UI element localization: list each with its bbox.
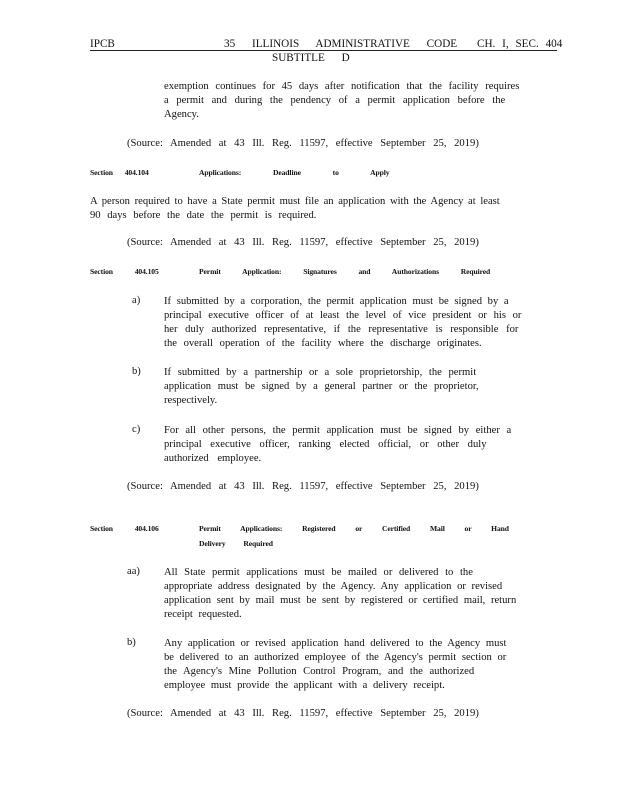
intro-line: Agency. — [164, 109, 199, 120]
item-line: respectively. — [164, 395, 218, 406]
section-number: Section 404.106 — [90, 524, 159, 533]
item-line: All State permit applications must be mailed or delivered to the — [164, 567, 473, 578]
item-line: principal executive officer, ranking elected official, or other duly — [164, 439, 487, 450]
section-number: Section 404.104 — [90, 168, 149, 177]
item-label: a) — [132, 295, 141, 306]
intro-line: a permit and during the pendency of a permit application before the — [164, 95, 506, 106]
header-agency: IPCB — [90, 38, 115, 50]
header-chapter-section: CH. I, SEC. 404 — [477, 38, 563, 50]
header-subtitle: SUBTITLE D — [272, 52, 350, 64]
item-line: the overall operation of the facility where the discharge originates. — [164, 338, 482, 349]
item-label: b) — [132, 366, 141, 377]
item-line: her duly authorized representative, if the representative is responsible for — [164, 324, 519, 335]
intro-line: exemption continues for 45 days after notification that the facility requires — [164, 81, 520, 92]
section-title: Permit Application: Signatures and Authorizations Required — [199, 267, 491, 276]
body-line: A person required to have a State permit must file an application with the Agency at least — [90, 196, 500, 207]
section-title: Applications: Deadline to Apply — [199, 168, 390, 177]
item-line: Any application or revised application hand delivered to the Agency must — [164, 638, 507, 649]
body-line: 90 days before the date the permit is required. — [90, 210, 317, 221]
item-line: be delivered to an authorized employee of the Agency's permit section or — [164, 652, 507, 663]
item-line: application must be signed by a general partner or the proprietor, — [164, 381, 479, 392]
section-title: Permit Applications: Registered or Certified Mail or Hand — [199, 524, 509, 533]
item-label: b) — [127, 637, 136, 648]
section-title-continued: Delivery Required — [199, 539, 273, 548]
item-line: receipt requested. — [164, 609, 242, 620]
header-title: 35 ILLINOIS ADMINISTRATIVE CODE — [224, 38, 458, 50]
header-rule — [90, 50, 557, 51]
item-label: aa) — [127, 566, 140, 577]
item-line: If submitted by a corporation, the permit application must be signed by a — [164, 296, 509, 307]
item-line: authorized employee. — [164, 453, 262, 464]
item-line: application sent by mail must be sent by registered or certified mail, return — [164, 595, 517, 606]
section-number: Section 404.105 — [90, 267, 159, 276]
item-line: principal executive officer of at least the level of vice president or his or — [164, 310, 522, 321]
item-line: employee must provide the applicant with a delivery receipt. — [164, 680, 445, 691]
item-line: appropriate address designated by the Agency. Any application or revised — [164, 581, 503, 592]
source-note: (Source: Amended at 43 Ill. Reg. 11597, effective September 25, 2019) — [127, 138, 479, 149]
source-note: (Source: Amended at 43 Ill. Reg. 11597, effective September 25, 2019) — [127, 237, 479, 248]
item-line: the Agency's Mine Pollution Control Program, and the authorized — [164, 666, 475, 677]
item-line: If submitted by a partnership or a sole proprietorship, the permit — [164, 367, 477, 378]
source-note: (Source: Amended at 43 Ill. Reg. 11597, effective September 25, 2019) — [127, 708, 479, 719]
item-line: For all other persons, the permit application must be signed by either a — [164, 425, 512, 436]
source-note: (Source: Amended at 43 Ill. Reg. 11597, effective September 25, 2019) — [127, 481, 479, 492]
item-label: c) — [132, 424, 141, 435]
